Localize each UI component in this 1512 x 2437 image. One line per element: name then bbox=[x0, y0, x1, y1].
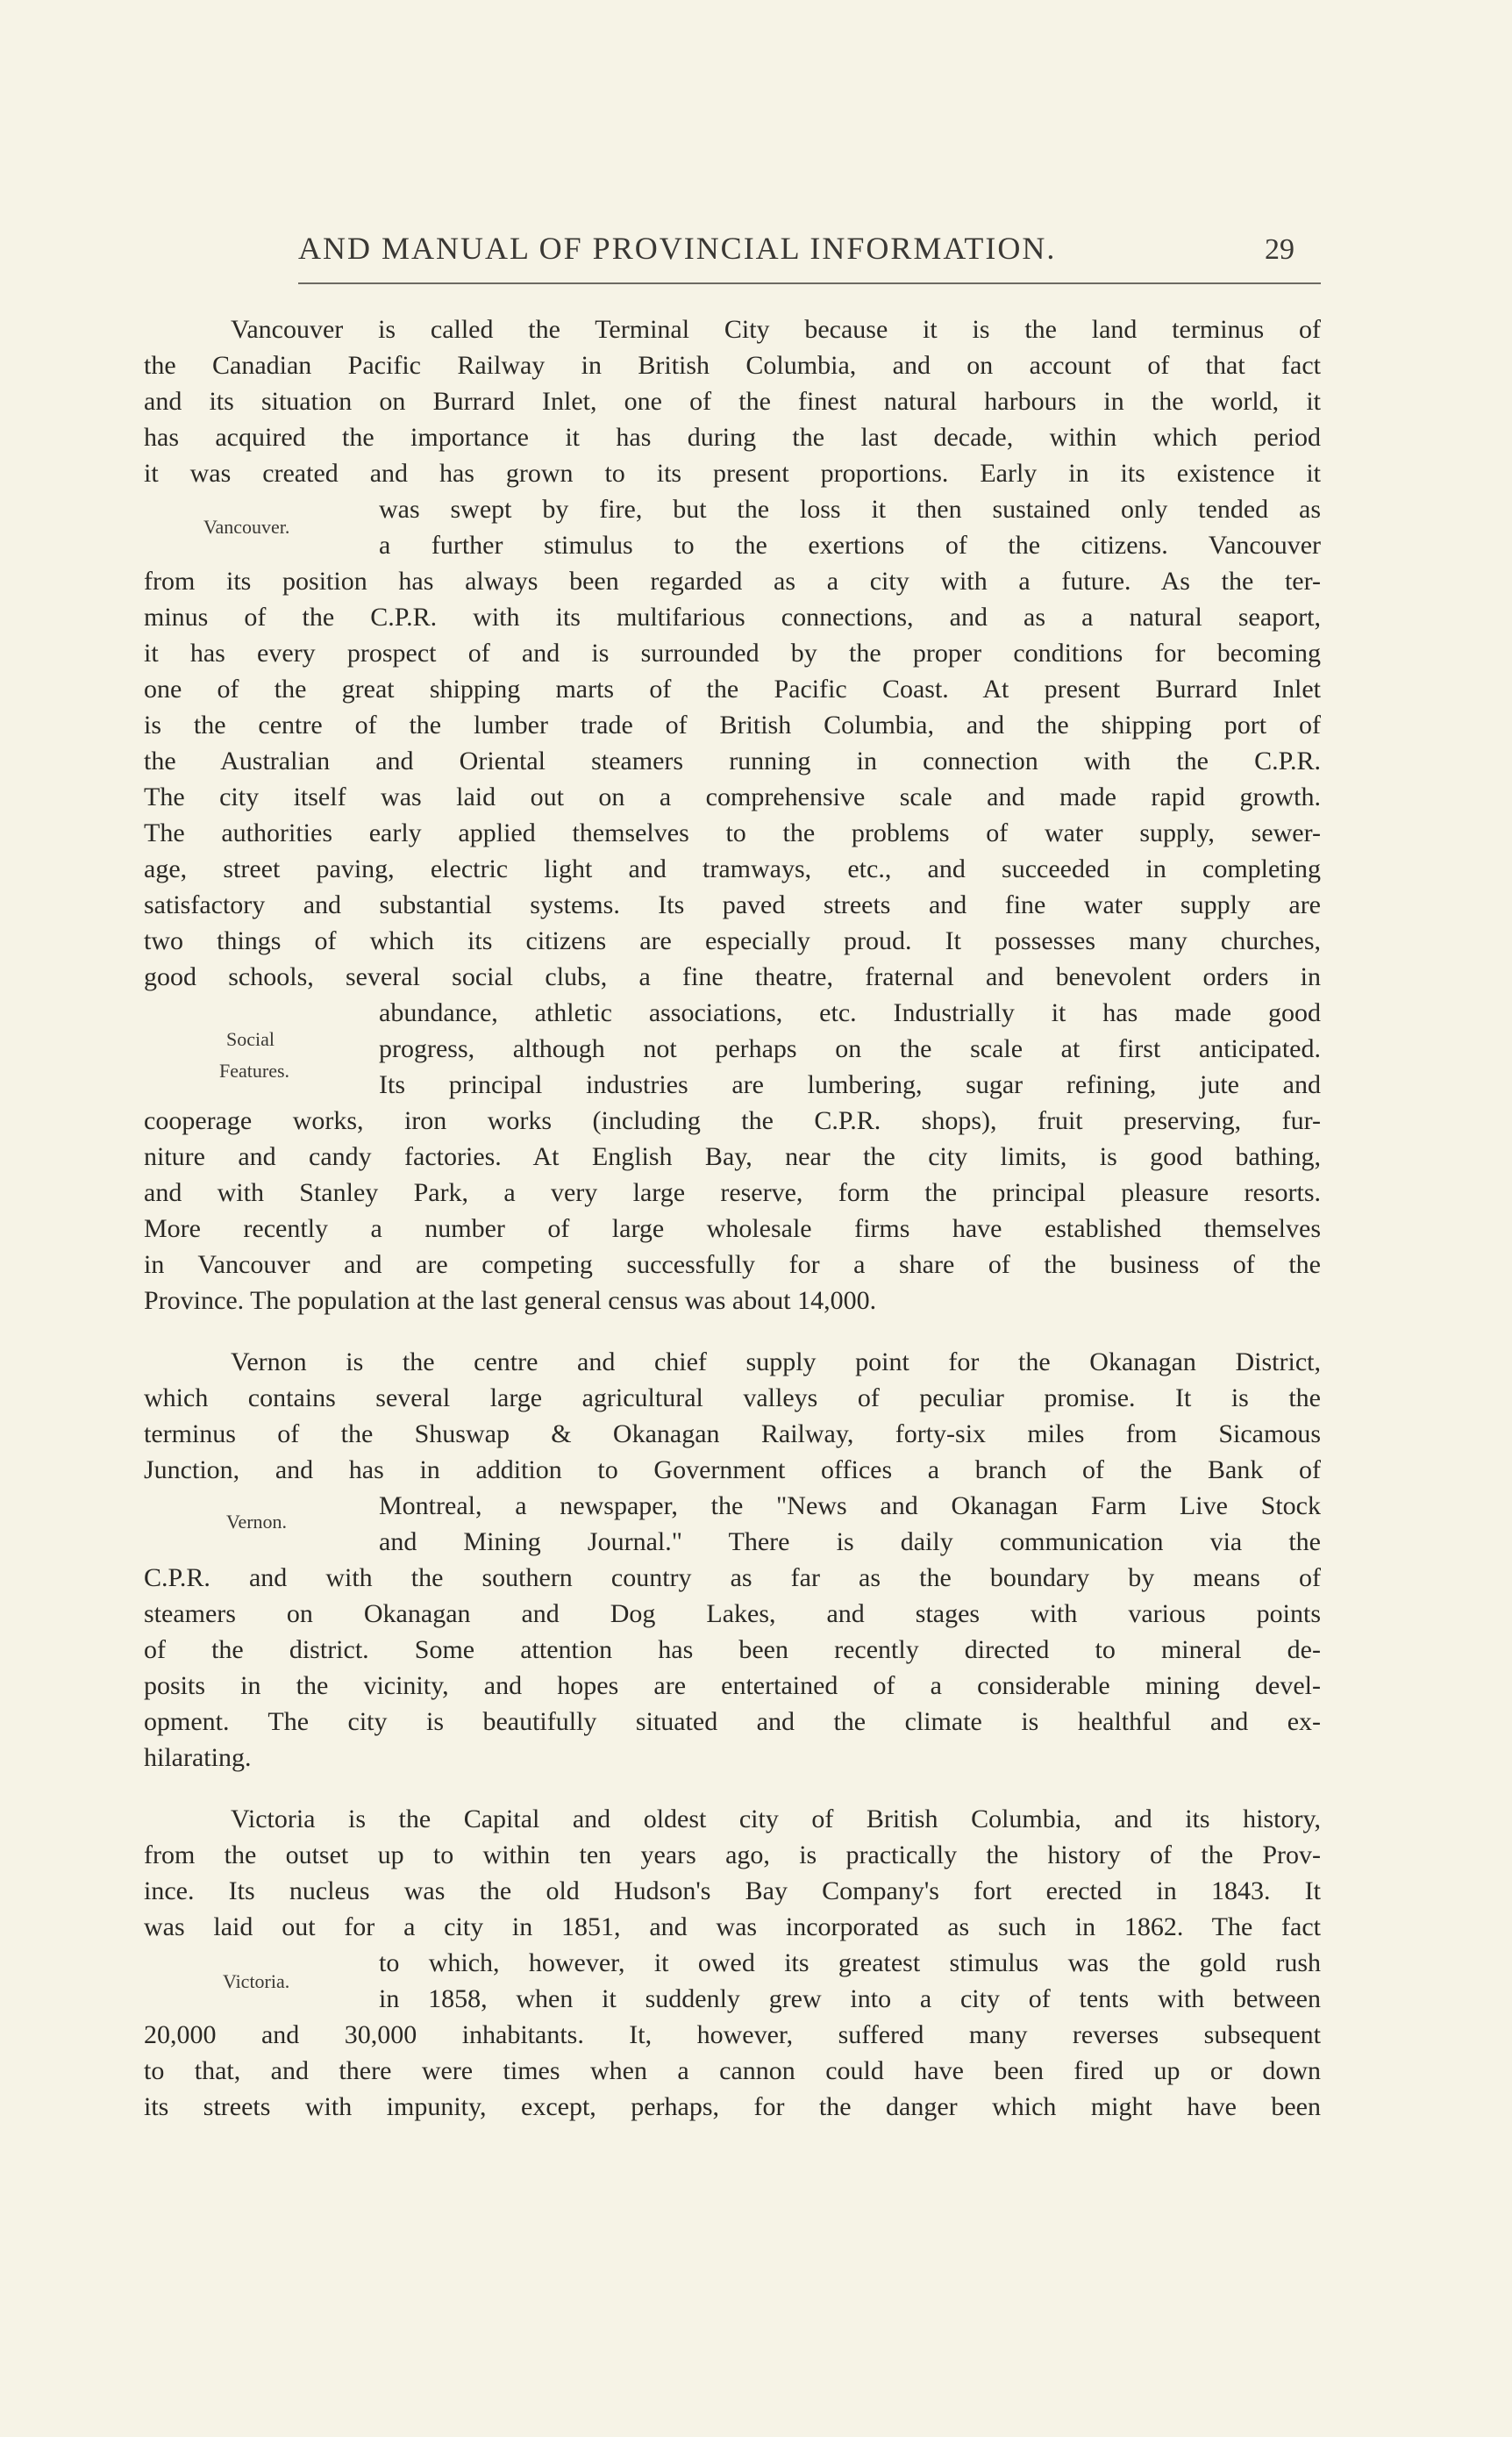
text-line: Its principal industries are lumbering, sugar refining, jute and bbox=[379, 1070, 1321, 1099]
text-line: C.P.R. and with the southern country as far as the boundary by means of bbox=[144, 1563, 1321, 1592]
text-line: in Vancouver and are competing successfully for a share of the business of the bbox=[144, 1250, 1321, 1279]
page-number: 29 bbox=[1265, 233, 1294, 266]
text-line: 20,000 and 30,000 inhabitants. It, however, suffered many reverses subsequent bbox=[144, 2020, 1321, 2049]
margin-note-social: Social bbox=[226, 1028, 275, 1050]
margin-note-victoria: Victoria. bbox=[223, 1970, 290, 1992]
text-line: Victoria is the Capital and oldest city of British Columbia, and its history, bbox=[231, 1805, 1321, 1833]
text-line: progress, although not perhaps on the scale at first anticipated. bbox=[379, 1034, 1321, 1063]
text-line: minus of the C.P.R. with its multifarious connections, and as a natural seaport, bbox=[144, 603, 1321, 632]
margin-note-vernon: Vernon. bbox=[226, 1511, 288, 1533]
text-line: to which, however, it owed its greatest stimulus was the gold rush bbox=[379, 1948, 1321, 1977]
text-line: one of the great shipping marts of the Pacific Coast. At present Burrard Inlet bbox=[144, 675, 1321, 704]
text-line: niture and candy factories. At English Bay, near the city limits, is good bathing, bbox=[144, 1142, 1321, 1171]
text-line: was laid out for a city in 1851, and was incorporated as such in 1862. The fact bbox=[144, 1912, 1321, 1941]
text-line: it was created and has grown to its present proportions. Early in its existence it bbox=[144, 459, 1321, 488]
margin-note-features: Features. bbox=[219, 1060, 290, 1082]
text-line: age, street paving, electric light and tramways, etc., and succeeded in completing bbox=[144, 854, 1321, 883]
text-line: and its situation on Burrard Inlet, one of the finest natural harbours in the world, it bbox=[144, 387, 1321, 416]
text-line: it has every prospect of and is surrounded by the proper conditions for becoming bbox=[144, 639, 1321, 668]
text-line: opment. The city is beautifully situated and the climate is healthful and ex- bbox=[144, 1707, 1321, 1736]
text-line: and Mining Journal." There is daily communication via the bbox=[379, 1527, 1321, 1556]
text-line: posits in the vicinity, and hopes are entertained of a considerable mining devel- bbox=[144, 1671, 1321, 1700]
text-line: from its position has always been regarded as a city with a future. As the ter- bbox=[144, 567, 1321, 596]
text-line: Montreal, a newspaper, the "News and Okanagan Farm Live Stock bbox=[379, 1491, 1321, 1520]
text-line: which contains several large agricultural valleys of peculiar promise. It is the bbox=[144, 1383, 1321, 1412]
text-line: cooperage works, iron works (including the C.P.R. shops), fruit preserving, fur- bbox=[144, 1106, 1321, 1135]
text-line: is the centre of the lumber trade of British Columbia, and the shipping port of bbox=[144, 711, 1321, 740]
text-line: More recently a number of large wholesale firms have established themselves bbox=[144, 1214, 1321, 1243]
header-rule bbox=[298, 282, 1321, 284]
text-line: a further stimulus to the exertions of the citizens. Vancouver bbox=[379, 531, 1321, 560]
text-line: The authorities early applied themselves to the problems of water supply, sewer- bbox=[144, 818, 1321, 847]
text-line: abundance, athletic associations, etc. Industrially it has made good bbox=[379, 998, 1321, 1027]
text-line: has acquired the importance it has during the last decade, within which period bbox=[144, 423, 1321, 452]
text-line: satisfactory and substantial systems. Its paved streets and fine water supply are bbox=[144, 890, 1321, 919]
text-line: was swept by fire, but the loss it then sustained only tended as bbox=[379, 495, 1321, 524]
text-line: hilarating. bbox=[144, 1743, 252, 1772]
text-line: of the district. Some attention has been recently directed to mineral de- bbox=[144, 1635, 1321, 1664]
text-line: Vancouver is called the Terminal City because it is the land terminus of bbox=[231, 315, 1321, 344]
text-line: its streets with impunity, except, perhaps, for the danger which might have been bbox=[144, 2092, 1321, 2121]
text-line: to that, and there were times when a cannon could have been fired up or down bbox=[144, 2056, 1321, 2085]
margin-note-vancouver: Vancouver. bbox=[203, 516, 290, 538]
text-line: terminus of the Shuswap & Okanagan Railway, forty-six miles from Sicamous bbox=[144, 1419, 1321, 1448]
text-line: and with Stanley Park, a very large reserve, form the principal pleasure resorts. bbox=[144, 1178, 1321, 1207]
text-line: Vernon is the centre and chief supply point for the Okanagan District, bbox=[231, 1347, 1321, 1376]
text-line: the Canadian Pacific Railway in British Columbia, and on account of that fact bbox=[144, 351, 1321, 380]
text-line: Province. The population at the last general census was about 14,000. bbox=[144, 1286, 877, 1315]
text-line: two things of which its citizens are especially proud. It possesses many churches, bbox=[144, 926, 1321, 955]
text-line: from the outset up to within ten years ago, is practically the history of the Prov- bbox=[144, 1840, 1321, 1869]
running-title: AND MANUAL OF PROVINCIAL INFORMATION. bbox=[298, 231, 1057, 266]
text-line: the Australian and Oriental steamers running in connection with the C.P.R. bbox=[144, 747, 1321, 775]
text-line: The city itself was laid out on a comprehensive scale and made rapid growth. bbox=[144, 783, 1321, 811]
text-line: good schools, several social clubs, a fine theatre, fraternal and benevolent orders in bbox=[144, 962, 1321, 991]
text-line: Junction, and has in addition to Government offices a branch of the Bank of bbox=[144, 1455, 1321, 1484]
text-line: steamers on Okanagan and Dog Lakes, and stages with various points bbox=[144, 1599, 1321, 1628]
text-line: ince. Its nucleus was the old Hudson's Bay Company's fort erected in 1843. It bbox=[144, 1876, 1321, 1905]
text-line: in 1858, when it suddenly grew into a city of tents with between bbox=[379, 1984, 1321, 2013]
